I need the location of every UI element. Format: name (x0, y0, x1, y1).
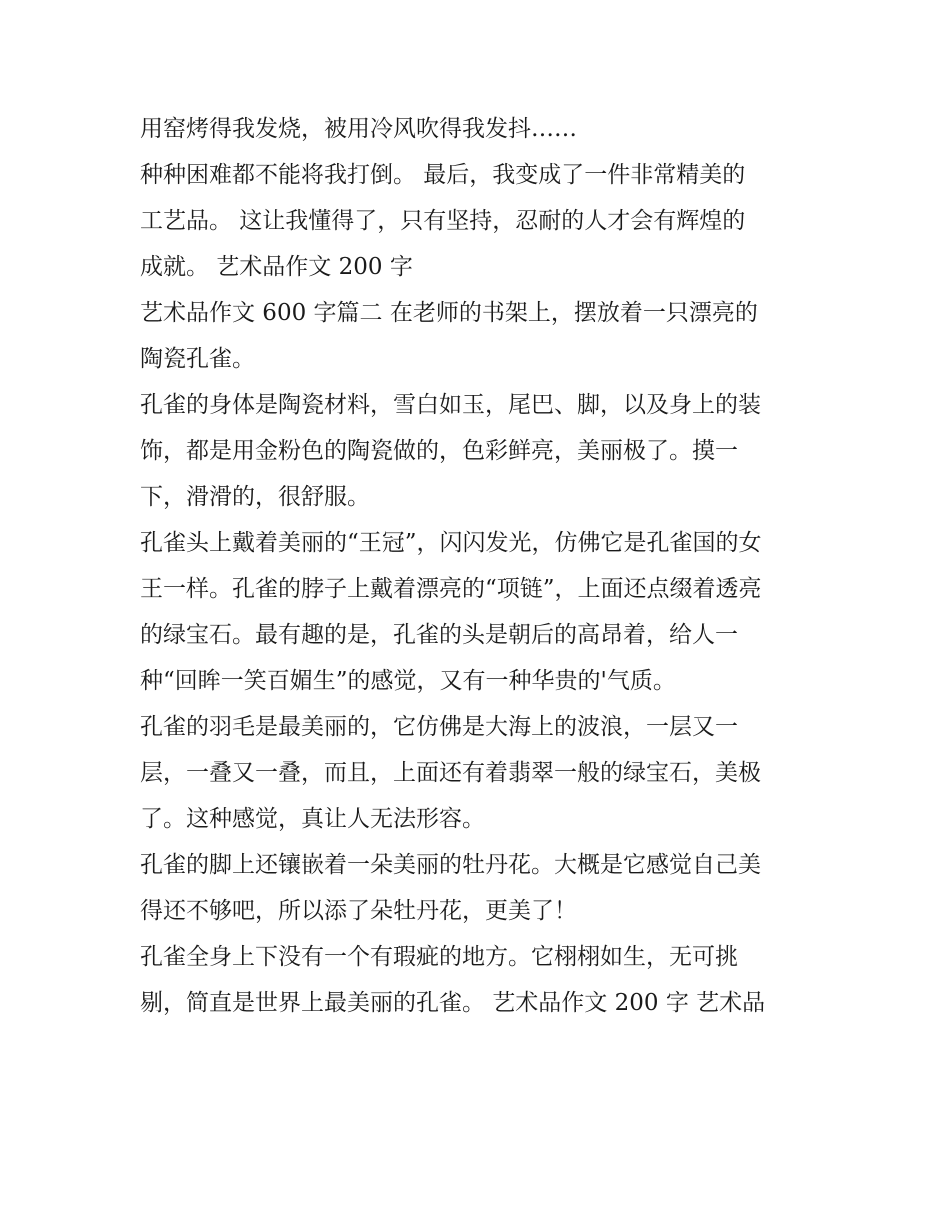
text-line: 孔雀的脚上还镶嵌着一朵美丽的牡丹花。大概是它感觉自己美 (140, 852, 761, 878)
text-line: 种种困难都不能将我打倒。 最后，我变成了一件非常精美的 (140, 162, 746, 188)
text-line: 剔，简直是世界上最美丽的孔雀。 艺术品作文 200 字 艺术品 (140, 990, 766, 1016)
text-line: 的绿宝石。最有趣的是，孔雀的头是朝后的高昂着，给人一 (140, 622, 738, 648)
text-line: 种“回眸一笑百媚生”的感觉，又有一种华贵的'气质。 (140, 668, 676, 694)
text-line: 饰，都是用金粉色的陶瓷做的，色彩鲜亮，美丽极了。摸一 (140, 438, 738, 464)
text-line: 孔雀的羽毛是最美丽的，它仿佛是大海上的波浪，一层又一 (140, 714, 738, 740)
text-line: 孔雀的身体是陶瓷材料，雪白如玉，尾巴、脚，以及身上的装 (140, 392, 761, 418)
text-line: 孔雀头上戴着美丽的“王冠”，闪闪发光，仿佛它是孔雀国的女 (140, 530, 762, 556)
text-line: 工艺品。 这让我懂得了，只有坚持，忍耐的人才会有辉煌的 (140, 208, 746, 234)
text-line: 下，滑滑的，很舒服。 (140, 484, 370, 510)
essay-text-body (140, 106, 820, 1026)
text-line: 陶瓷孔雀。 (140, 346, 255, 372)
text-line: 用窑烤得我发烧，被用冷风吹得我发抖…… (140, 116, 577, 142)
text-line: 艺术品作文 600 字篇二 在老师的书架上，摆放着一只漂亮的 (140, 300, 758, 326)
text-line: 层，一叠又一叠，而且，上面还有着翡翠一般的绿宝石，美极 (140, 760, 761, 786)
text-line: 成就。 艺术品作文 200 字 (140, 254, 413, 280)
text-line: 王一样。孔雀的脖子上戴着漂亮的“项链”，上面还点缀着透亮 (140, 576, 762, 602)
text-line: 了。这种感觉，真让人无法形容。 (140, 806, 485, 832)
text-line: 孔雀全身上下没有一个有瑕疵的地方。它栩栩如生，无可挑 (140, 944, 738, 970)
text-line: 得还不够吧，所以添了朵牡丹花，更美了！ (140, 898, 577, 924)
